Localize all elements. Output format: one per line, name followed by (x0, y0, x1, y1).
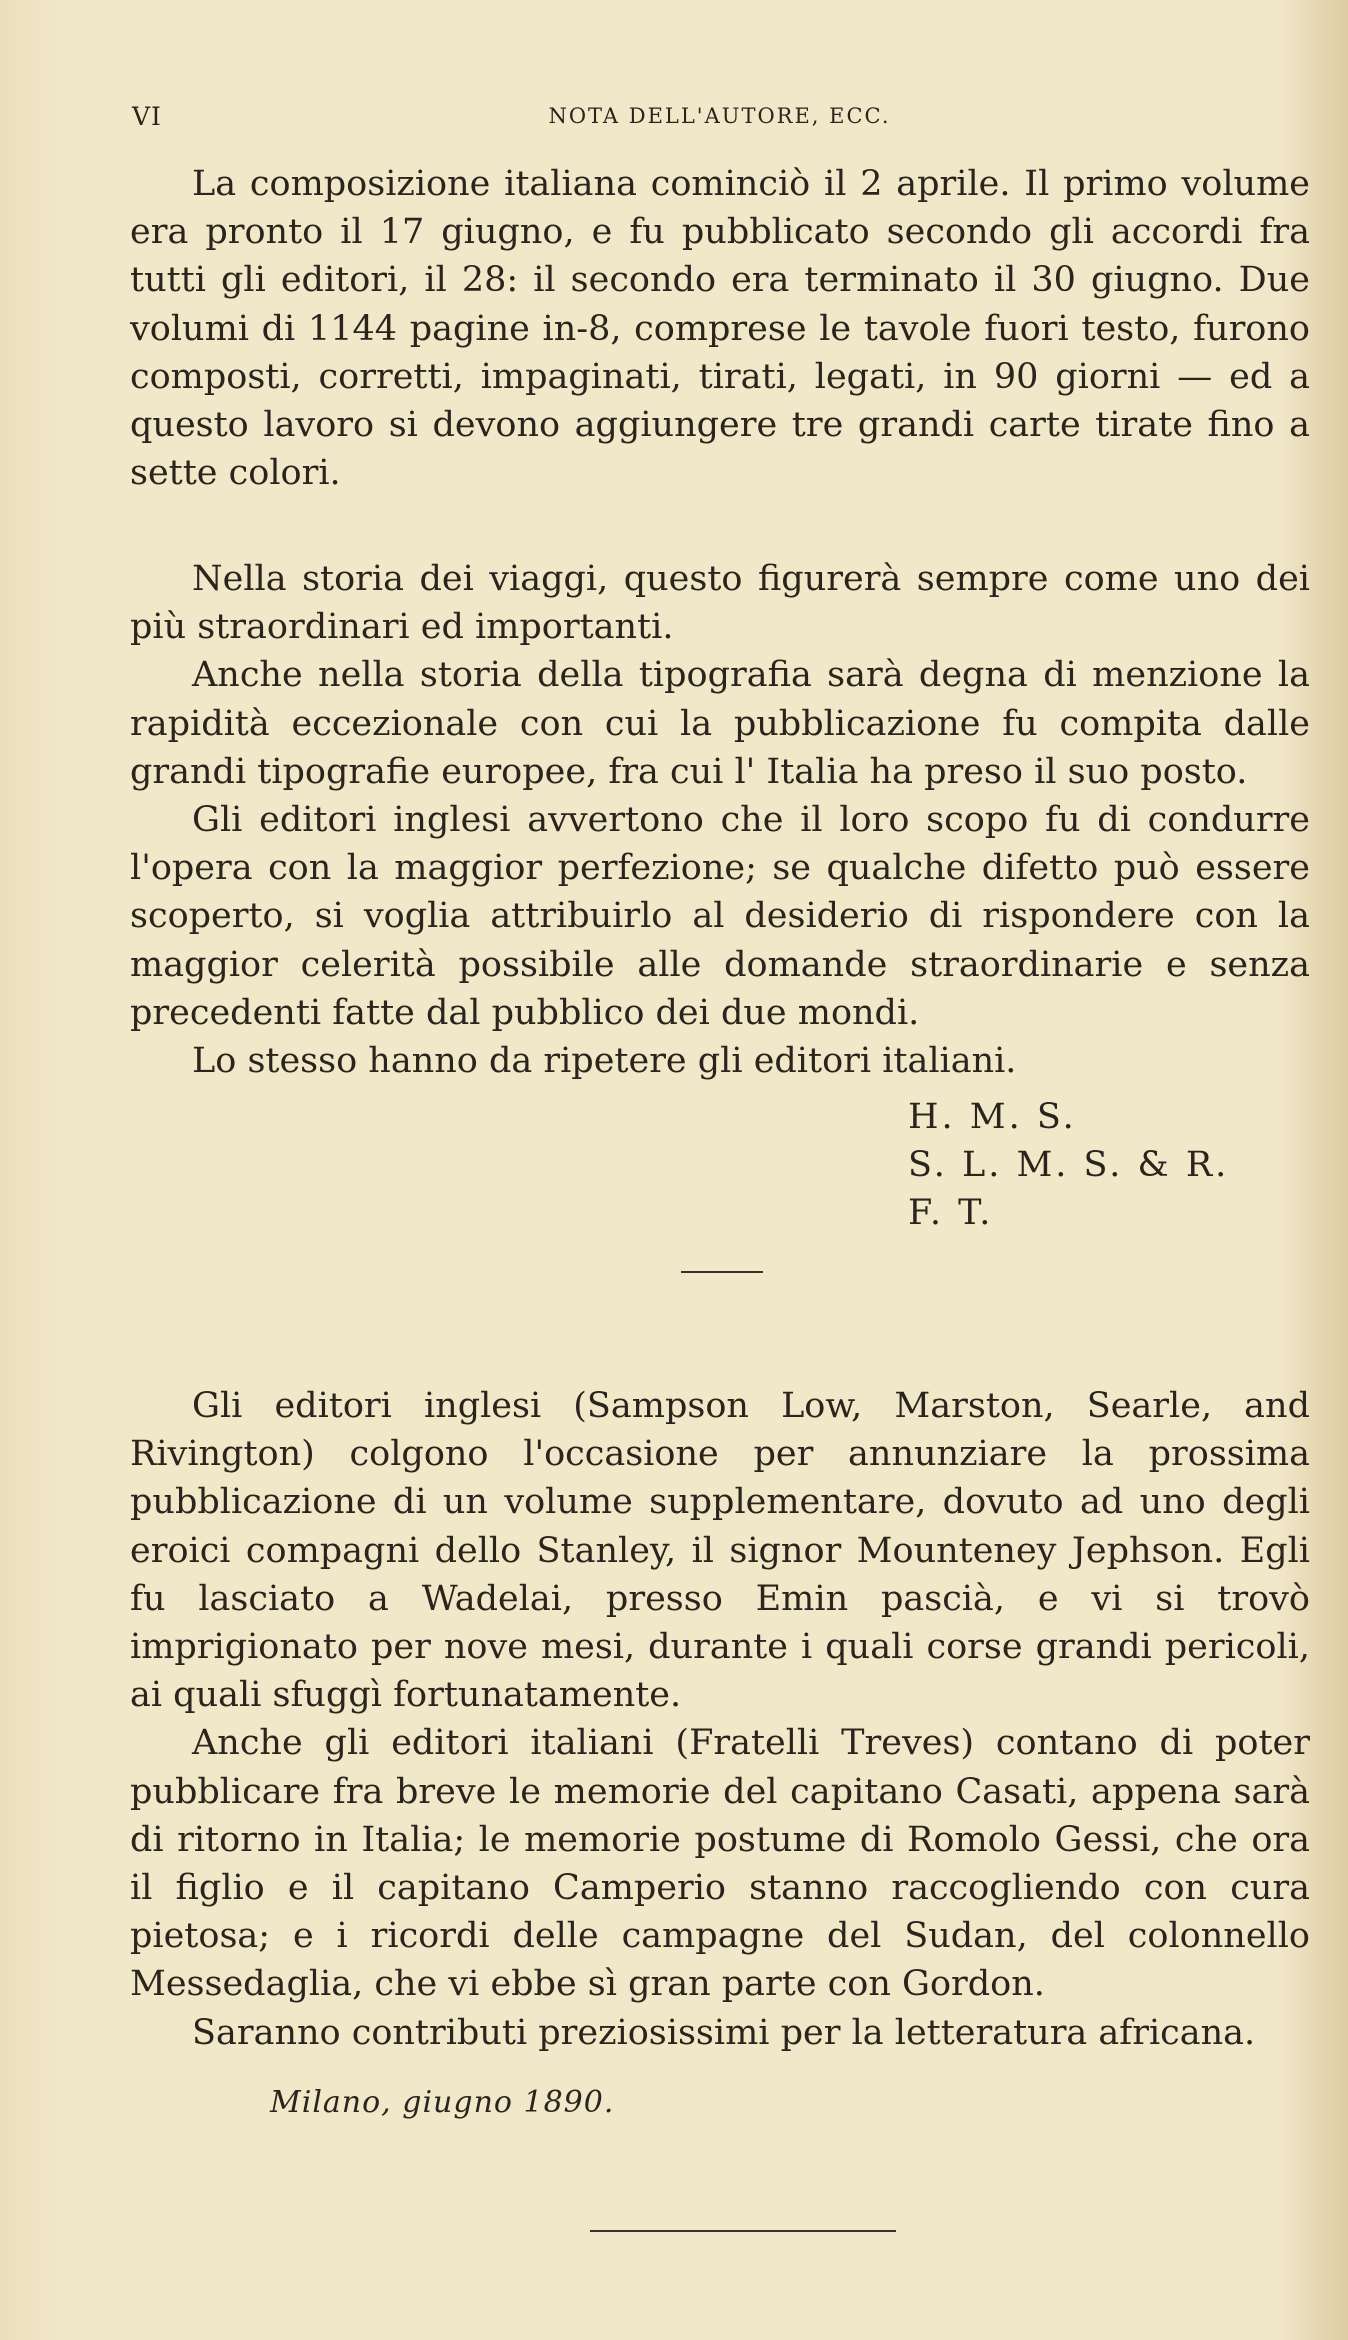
running-head (132, 102, 1307, 142)
paragraph: Nella storia dei viaggi, questo figurerà sempre come uno dei più straordinari ed importanti. (130, 559, 1310, 648)
signatures (908, 1093, 1229, 1238)
section-history (130, 555, 1310, 1085)
paragraph: Anche gli editori italiani (Fratelli Treves) contano di poter pubblicare fra breve le memorie del capitano Casati, appena sarà di ritorno in Italia; le memorie postume di Romolo Gessi, che ora il figlio e il capitano Camperio stanno raccogliendo con cura pietosa; e i ricordi delle campagne del Sudan, del colonnello Messedaglia, che vi ebbe sì gran parte con Gordon. (130, 1723, 1310, 2005)
dateline: Milano, giugno 1890. (270, 2085, 615, 2120)
section-announcements (130, 1382, 1310, 2057)
paragraph: Anche nella storia della tipografia sarà degna di menzione la rapidità eccezionale con cui la pubblicazione fu compita dalle grandi tipografie europee, fra cui l' Italia ha preso il suo posto. (130, 655, 1310, 792)
header-title: NOTA DELL'AUTORE, ECC. (548, 104, 891, 128)
page-number: VI (132, 102, 162, 131)
signature-line: F. T. (908, 1193, 994, 1234)
paragraph: Gli editori inglesi avvertono che il loro scopo fu di condurre l'opera con la maggior perfezione; se qualche difetto può essere scoperto, si voglia attribuirlo al desiderio di rispondere con la maggior celerità possibile alle domande straordinarie e senza precedenti fatte dal pubblico dei due mondi. (130, 800, 1310, 1033)
section-divider (681, 1271, 763, 1273)
paragraph: Lo stesso hanno da ripetere gli editori italiani. (192, 1041, 1017, 1082)
section-composition (130, 160, 1310, 497)
paragraph: Gli editori inglesi (Sampson Low, Marston, Searle, and Rivington) colgono l'occasione per annunziare la prossima pubblicazione di un volume supplementare, dovuto ad uno degli eroici compagni dello Stanley, il signor Mounteney Jephson. Egli fu lasciato a Wadelai, presso Emin pascià, e vi si trovò imprigionato per nove mesi, durante i quali corse grandi pericoli, ai quali sfuggì fortunatamente. (130, 1386, 1310, 1716)
paragraph: Saranno contributi preziosissimi per la letteratura africana. (192, 2012, 1256, 2053)
paragraph: La composizione italiana cominciò il 2 aprile. Il primo volume era pronto il 17 giugno, e fu pubblicato secondo gli accordi fra tutti gli editori, il 28: il secondo era terminato il 30 giugno. Due volumi di 1144 pagine in-8, comprese le tavole fuori testo, furono composti, corretti, impaginati, tirati, legati, in 90 giorni — ed a questo lavoro si devono aggiungere tre grandi carte tirate fino a sette colori. (130, 164, 1310, 494)
signature-line: S. L. M. S. & R. (908, 1145, 1230, 1186)
bottom-rule (590, 2230, 896, 2232)
signature-line: H. M. S. (908, 1097, 1077, 1137)
